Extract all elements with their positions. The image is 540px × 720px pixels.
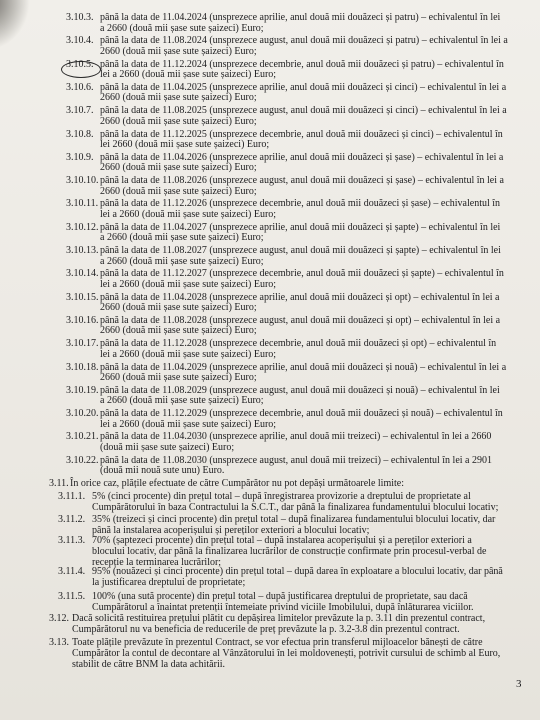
schedule-item-line: până la data de 11.08.2028 (unsprezece august, anul două mii douăzeci și opt) – echivalentul în lei a <box>100 314 501 326</box>
page-shadow <box>0 0 30 50</box>
schedule-item-number: 3.10.6. <box>66 81 94 93</box>
subsection-number: 3.11.2. <box>58 514 86 525</box>
schedule-item-line: până la data de 11.04.2024 (unsprezece aprilie, anul două mii douăzeci și patru) – echivalentul în lei <box>100 12 501 23</box>
schedule-item-line: până la data de 11.08.2025 (unsprezece august, anul două mii douăzeci și cinci) – echivalentul în lei a <box>100 105 507 117</box>
schedule-item-number: 3.10.16. <box>66 314 99 326</box>
subsection-line: până la instalarea acoperișului și pereților exteriori a blocului locativ; <box>92 525 370 536</box>
subsection-line: Cumpărătorul a înaintat pretenții întemeiate privind viciile Imobilului, după înlăturarea viciilor. <box>92 602 474 613</box>
schedule-item-line: 2660 (două mii șase sute șaizeci) Euro; <box>100 372 257 383</box>
page-number: 3 <box>516 678 522 690</box>
schedule-item-number: 3.10.9. <box>66 151 94 163</box>
schedule-item-number: 3.10.5. <box>66 58 94 70</box>
schedule-item-line: până la data de 11.12.2028 (unsprezece decembrie, anul două mii douăzeci și opt) – echivalentul în <box>100 338 497 350</box>
schedule-item-line: a 2660 (două mii șase sute șaizeci) Euro; <box>100 395 264 407</box>
schedule-item-line: lei a 2660 (două mii șase sute șaizeci) Euro; <box>100 348 277 360</box>
section-line: Cumpărătorul nu va beneficia de reducerile de preț prevăzute la p. 3.2-3.8 din prezentul contract. <box>72 624 460 635</box>
section-line: Cumpărător la contul de decontare al Vânzătorului în lei moldovenești, potrivit cursului de schimb al Euro, <box>72 648 501 659</box>
schedule-item-line: până la data de 11.04.2026 (unsprezece aprilie, anul două mii douăzeci și șase) – echivalentul în lei a <box>100 151 504 163</box>
subsection-number: 3.11.5. <box>58 591 86 602</box>
schedule-item-line: până la data de 11.04.2028 (unsprezece aprilie, anul două mii douăzeci și opt) – echivalentul în lei a <box>100 291 500 303</box>
section-number: 3.12. <box>49 613 69 624</box>
schedule-item-number: 3.10.3. <box>66 12 94 23</box>
subsection-line: la justificarea dreptului de proprietate; <box>92 577 246 588</box>
schedule-item-line: până la data de 11.12.2024 (unsprezece decembrie, anul două mii douăzeci și patru) – echivalentul în <box>100 58 504 70</box>
section-text: În orice caz, plățile efectuate de către Cumpărător nu pot depăși următoarele limite: <box>70 478 405 489</box>
schedule-item-line: 2660 (două mii șase sute șaizeci) Euro; <box>100 115 257 127</box>
schedule-item-number: 3.10.14. <box>66 268 99 280</box>
subsection-number: 3.11.1. <box>58 491 86 502</box>
schedule-item-number: 3.10.22. <box>66 454 99 466</box>
subsection-line: Cumpărătorului în baza Contractului la S.C.T., dar până la finalizarea fundamentului blocului locativ; <box>92 502 499 513</box>
schedule-item-line: a 2660 (două mii șase sute șaizeci) Euro; <box>100 232 264 244</box>
schedule-item-line: până la data de 11.08.2029 (unsprezece august, anul două mii douăzeci și nouă) – echivalentul în lei <box>100 384 500 396</box>
schedule-item-line: lei a 2660 (două mii șase sute șaizeci) Euro; <box>100 418 277 430</box>
schedule-item-line: până la data de 11.12.2025 (unsprezece decembrie, anul două mii douăzeci și cinci) – echivalentul în <box>100 128 503 140</box>
section-line: stabilit de către BNM la data achitării. <box>72 659 225 670</box>
subsection-number: 3.11.4. <box>58 566 86 577</box>
schedule-item-number: 3.10.20. <box>66 408 99 420</box>
section-line: Toate plățile prevăzute în prezentul Contract, se vor efectua prin transferul mijloacelor bănești de către <box>72 637 483 648</box>
schedule-item-line: (două mii șase sute șaizeci) Euro; <box>100 441 235 453</box>
schedule-item-line: până la data de 11.08.2030 (unsprezece august, anul două mii treizeci) – echivalentul în lei a 2901 <box>100 454 492 466</box>
schedule-item-line: lei a 2660 (două mii șase sute șaizeci) Euro; <box>100 208 277 220</box>
subsection-line: 100% (una sută procente) din prețul total – după justificarea dreptului de proprietate, sau dacă <box>92 591 468 602</box>
schedule-item-line: până la data de 11.12.2029 (unsprezece decembrie, anul două mii douăzeci și nouă) – echivalentul în <box>100 408 503 420</box>
schedule-item-number: 3.10.13. <box>66 245 99 256</box>
subsection-line: 35% (treizeci și cinci procente) din prețul total – după finalizarea fundamentului blocului locativ, dar <box>92 514 496 525</box>
schedule-item-line: până la data de 11.04.2025 (unsprezece aprilie, anul două mii douăzeci și cinci) – echivalentul în lei a <box>100 81 507 93</box>
schedule-item-line: (două mii nouă sute unu) Euro. <box>100 465 225 477</box>
subsection-line: recepție la terminarea lucrărilor; <box>92 557 222 568</box>
schedule-item-line: până la data de 11.04.2030 (unsprezece aprilie, anul două mii treizeci) – echivalentul în lei a 2660 <box>100 431 492 443</box>
schedule-item-number: 3.10.17. <box>66 338 99 350</box>
schedule-item-line: 2660 (două mii șase sute șaizeci) Euro; <box>100 92 257 104</box>
schedule-item-line: a 2660 (două mii șase sute șaizeci) Euro; <box>100 255 264 267</box>
subsection-line: 5% (cinci procente) din prețul total – după înregistrarea provizorie a dreptului de proprietate al <box>92 491 471 502</box>
section-number: 3.13. <box>49 637 69 648</box>
schedule-item-line: până la data de 11.04.2029 (unsprezece aprilie, anul două mii douăzeci și nouă) – echivalentul în lei a <box>100 361 507 373</box>
subsection-number: 3.11.3. <box>58 535 86 546</box>
schedule-item-line: până la data de 11.04.2027 (unsprezece aprilie, anul două mii douăzeci și șapte) – echivalentul în lei <box>100 221 501 233</box>
schedule-item-line: până la data de 11.08.2027 (unsprezece august, anul două mii douăzeci și șapte) – echivalentul în lei <box>100 245 501 256</box>
schedule-item-number: 3.10.11. <box>66 198 99 210</box>
subsection-line: 70% (șaptezeci procente) din prețul total – după instalarea acoperișului și a pereților exteriori a <box>92 535 472 546</box>
schedule-item-line: lei a 2660 (două mii șase sute șaizeci) Euro; <box>100 69 277 81</box>
schedule-item-number: 3.10.4. <box>66 35 94 47</box>
schedule-item-line: până la data de 11.08.2024 (unsprezece august, anul două mii douăzeci și patru) – echivalentul în lei a <box>100 35 508 47</box>
schedule-item-number: 3.10.19. <box>66 384 99 396</box>
schedule-item-line: până la data de 11.12.2027 (unsprezece decembrie, anul două mii douăzeci și șapte) – echivalentul în <box>100 268 504 280</box>
section-number: 3.11. <box>49 478 69 489</box>
schedule-item-number: 3.10.21. <box>66 431 99 443</box>
section-line: Dacă solicită restituirea prețului plătit cu depășirea limitelor prevăzute la p. 3.11 din prezentul contract, <box>72 613 486 624</box>
schedule-item-number: 3.10.15. <box>66 291 99 303</box>
schedule-item-number: 3.10.12. <box>66 221 99 233</box>
schedule-item-line: 2660 (două mii șase sute șaizeci) Euro; <box>100 302 257 314</box>
schedule-item-line: 2660 (două mii șase sute șaizeci) Euro; <box>100 162 257 174</box>
schedule-item-number: 3.10.10. <box>66 175 99 187</box>
schedule-item-number: 3.10.18. <box>66 361 99 373</box>
schedule-item-line: 2660 (două mii șase sute șaizeci) Euro; <box>100 45 257 57</box>
schedule-item-line: până la data de 11.08.2026 (unsprezece august, anul două mii douăzeci și șase) – echivalentul în lei a <box>100 175 504 187</box>
subsection-line: blocului locativ, dar până la finalizarea lucrărilor de construcție confirmate prin procesul-verbal de <box>92 546 487 557</box>
schedule-item-number: 3.10.8. <box>66 128 94 140</box>
schedule-item-line: până la data de 11.12.2026 (unsprezece decembrie, anul două mii douăzeci și șase) – echivalentul în <box>100 198 501 210</box>
schedule-item-line: lei 2660 (două mii șase sute șaizeci) Euro; <box>100 139 270 150</box>
schedule-item-line: 2660 (două mii șase sute șaizeci) Euro; <box>100 185 257 197</box>
schedule-item-number: 3.10.7. <box>66 105 94 117</box>
schedule-item-line: a 2660 (două mii șase sute șaizeci) Euro; <box>100 22 264 34</box>
schedule-item-line: lei a 2660 (două mii șase sute șaizeci) Euro; <box>100 278 277 290</box>
subsection-line: 95% (nouăzeci și cinci procente) din prețul total – după darea în exploatare a blocului locativ, dar până <box>92 566 503 577</box>
schedule-item-line: 2660 (două mii șase sute șaizeci) Euro; <box>100 325 257 337</box>
